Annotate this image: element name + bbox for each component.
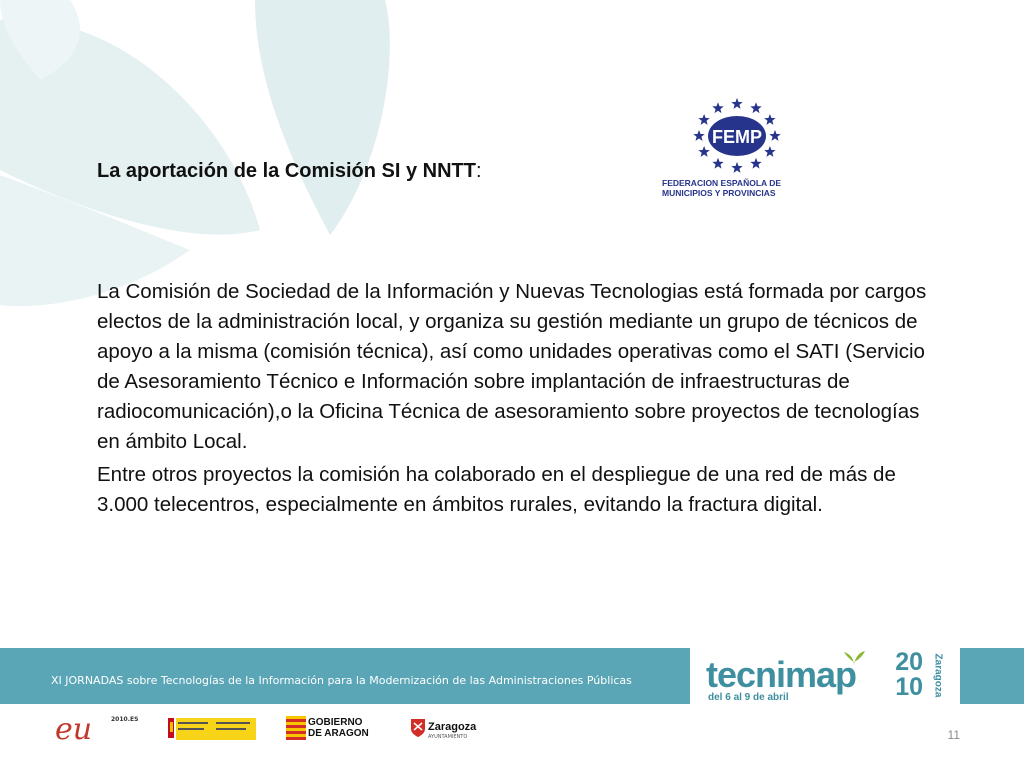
zaragoza-shield-icon bbox=[410, 718, 426, 738]
femp-line2: MUNICIPIOS Y PROVINCIAS bbox=[662, 188, 776, 198]
tecnimap-date: del 6 al 9 de abril bbox=[708, 692, 789, 703]
tecnimap-logo bbox=[690, 648, 960, 704]
femp-star-icon bbox=[764, 146, 775, 157]
zaragoza-subtext: AYUNTAMIENTO bbox=[428, 734, 468, 740]
aragon-line1: GOBIERNO bbox=[308, 717, 363, 728]
footer-event-text: XI JORNADAS sobre Tecnologías de la Información para la Modernización de las Administraciones Públicas bbox=[51, 674, 632, 687]
tecnimap-year bbox=[879, 650, 923, 700]
eu-year: 2010.ES bbox=[111, 716, 139, 723]
femp-star-icon bbox=[750, 102, 761, 113]
femp-name bbox=[662, 178, 812, 198]
gobierno-espana-logo bbox=[168, 716, 256, 742]
eu-mark: eu bbox=[55, 712, 93, 747]
body-paragraph-1: La Comisión de Sociedad de la Información y Nuevas Tecnologias está formada por cargos electos de la administración local, y organiza su gestión mediante un grupo de técnicos de apoyo a la misma (comisión técnica), así como unidades operativas como el SATI (Servicio de Asesoramiento Técnico e Información sobre implantación de infraestructuras de radiocomunicación),o la Oficina Técnica de asesoramiento sobre proyectos de tecnologías en ámbito Local. bbox=[97, 280, 927, 453]
tecnimap-city: Zaragoza bbox=[932, 653, 944, 698]
heading-text: La aportación de la Comisión SI y NNTT bbox=[97, 160, 476, 182]
zaragoza-logo bbox=[410, 718, 477, 744]
femp-star-icon bbox=[750, 158, 761, 169]
femp-line1: FEDERACION ESPAÑOLA DE bbox=[662, 178, 782, 188]
aragon-text bbox=[308, 717, 369, 739]
heading-colon: : bbox=[475, 160, 482, 182]
femp-acronym: FEMP bbox=[711, 127, 763, 147]
femp-star-icon bbox=[698, 114, 709, 125]
femp-star-icon bbox=[769, 130, 780, 141]
eu2010-logo bbox=[55, 712, 139, 747]
femp-star-icon bbox=[698, 146, 709, 157]
slide-heading bbox=[97, 160, 482, 183]
femp-star-icon bbox=[731, 162, 742, 173]
femp-star-icon bbox=[731, 98, 742, 109]
slide-body bbox=[97, 277, 937, 523]
aragon-flag-icon bbox=[286, 716, 306, 740]
tecnimap-wordmark: tecnimap bbox=[706, 654, 857, 695]
femp-star-ring-icon bbox=[662, 95, 812, 177]
page-number: 11 bbox=[947, 728, 960, 742]
femp-star-icon bbox=[764, 114, 775, 125]
zaragoza-text: Zaragoza bbox=[428, 721, 477, 733]
femp-logo bbox=[662, 95, 812, 205]
gobierno-aragon-logo bbox=[286, 716, 369, 746]
tecnimap-year-bottom: 10 bbox=[895, 673, 923, 701]
femp-star-icon bbox=[712, 158, 723, 169]
tecnimap-year-top: 20 bbox=[895, 648, 923, 676]
aragon-line2: DE ARAGON bbox=[308, 728, 369, 739]
femp-star-icon bbox=[693, 130, 704, 141]
femp-star-icon bbox=[712, 102, 723, 113]
body-paragraph-2: Entre otros proyectos la comisión ha colaborado en el despliegue de una red de más de 3.000 telecentros, especialmente en ámbitos rurales, evitando la fractura digital. bbox=[97, 463, 896, 516]
